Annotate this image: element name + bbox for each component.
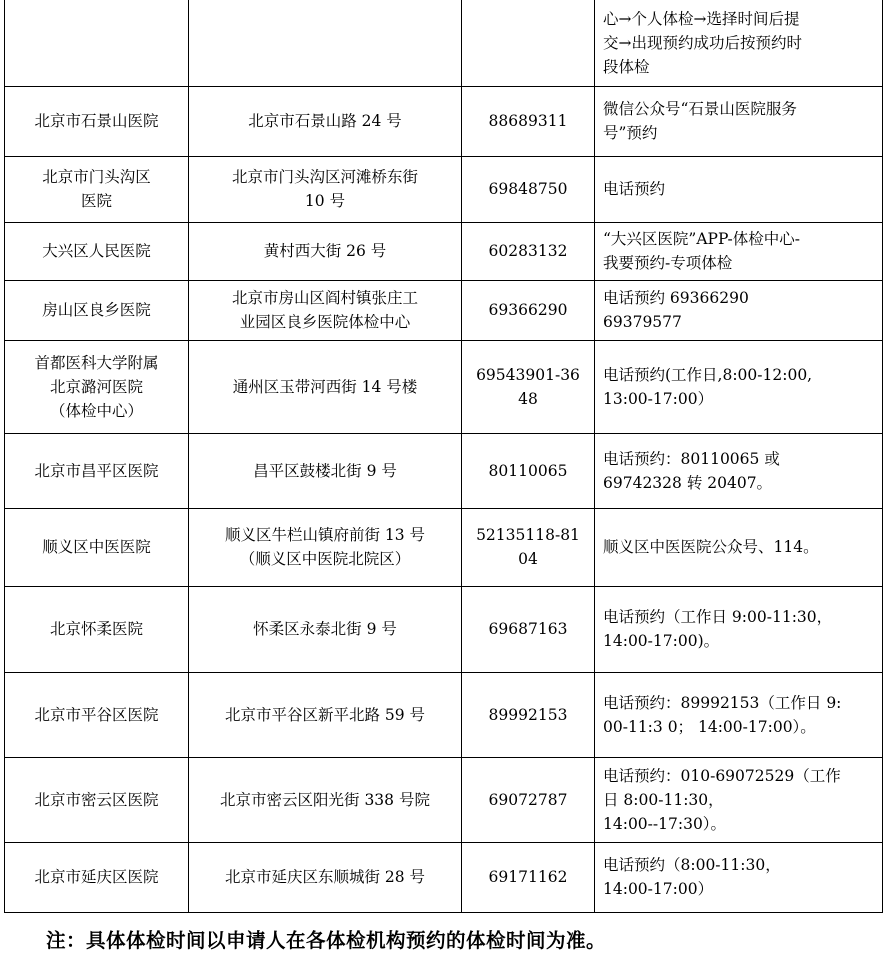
booking-method-cell: 电话预约 bbox=[595, 156, 883, 222]
booking-method-cell: 顺义区中医医院公众号、114。 bbox=[595, 508, 883, 586]
hospital-address-cell: 顺义区牛栏山镇府前街 13 号 （顺义区中医院北院区） bbox=[189, 508, 462, 586]
table-row bbox=[5, 340, 883, 433]
table-row bbox=[5, 156, 883, 222]
hospital-address-cell: 北京市房山区阎村镇张庄工 业园区良乡医院体检中心 bbox=[189, 280, 462, 340]
hospital-table-body bbox=[5, 0, 883, 912]
hospital-address-cell: 北京市平谷区新平北路 59 号 bbox=[189, 672, 462, 757]
table-row bbox=[5, 672, 883, 757]
booking-method-cell: 心→个人体检→选择时间后提 交→出现预约成功后按预约时 段体检 bbox=[595, 0, 883, 86]
hospital-address-cell bbox=[189, 0, 462, 86]
hospital-phone-cell: 69171162 bbox=[462, 842, 595, 912]
hospital-name-cell: 北京市延庆区医院 bbox=[5, 842, 189, 912]
hospital-phone-cell bbox=[462, 0, 595, 86]
table-row bbox=[5, 757, 883, 842]
booking-method-cell: “大兴区医院”APP-体检中心- 我要预约-专项体检 bbox=[595, 222, 883, 280]
hospital-phone-cell: 80110065 bbox=[462, 433, 595, 508]
hospital-name-cell: 北京市昌平区医院 bbox=[5, 433, 189, 508]
table-row bbox=[5, 508, 883, 586]
hospital-name-cell: 北京市门头沟区 医院 bbox=[5, 156, 189, 222]
hospital-phone-cell: 69072787 bbox=[462, 757, 595, 842]
hospital-address-cell: 北京市延庆区东顺城街 28 号 bbox=[189, 842, 462, 912]
hospital-name-cell: 大兴区人民医院 bbox=[5, 222, 189, 280]
booking-method-cell: 电话预约（8:00-11:30， 14:00-17:00） bbox=[595, 842, 883, 912]
booking-method-cell: 电话预约：010-69072529（工作 日 8:00-11:30， 14:00--17:30）。 bbox=[595, 757, 883, 842]
hospital-name-cell: 房山区良乡医院 bbox=[5, 280, 189, 340]
hospital-address-cell: 北京市石景山路 24 号 bbox=[189, 86, 462, 156]
table-row bbox=[5, 586, 883, 672]
hospital-phone-cell: 69848750 bbox=[462, 156, 595, 222]
booking-method-cell: 电话预约：80110065 或 69742328 转 20407。 bbox=[595, 433, 883, 508]
hospital-phone-cell: 60283132 bbox=[462, 222, 595, 280]
hospital-phone-cell: 89992153 bbox=[462, 672, 595, 757]
hospital-phone-cell: 69543901-36 48 bbox=[462, 340, 595, 433]
hospital-table bbox=[4, 0, 883, 913]
hospital-name-cell: 北京怀柔医院 bbox=[5, 586, 189, 672]
hospital-name-cell: 北京市石景山医院 bbox=[5, 86, 189, 156]
hospital-address-cell: 黄村西大街 26 号 bbox=[189, 222, 462, 280]
hospital-name-cell bbox=[5, 0, 189, 86]
hospital-phone-cell: 69366290 bbox=[462, 280, 595, 340]
table-row bbox=[5, 280, 883, 340]
table-row bbox=[5, 0, 883, 86]
hospital-address-cell: 昌平区鼓楼北街 9 号 bbox=[189, 433, 462, 508]
hospital-name-cell: 北京市平谷区医院 bbox=[5, 672, 189, 757]
booking-method-cell: 电话预约(工作日,8:00-12:00, 13:00-17:00） bbox=[595, 340, 883, 433]
hospital-phone-cell: 52135118-81 04 bbox=[462, 508, 595, 586]
booking-method-cell: 电话预约（工作日 9:00-11:30， 14:00-17:00)。 bbox=[595, 586, 883, 672]
booking-method-cell: 电话预约：89992153（工作日 9: 00-11:3 0； 14:00-17:00）。 bbox=[595, 672, 883, 757]
hospital-address-cell: 通州区玉带河西街 14 号楼 bbox=[189, 340, 462, 433]
footnote: 注：具体体检时间以申请人在各体检机构预约的体检时间为准。 bbox=[46, 929, 607, 952]
table-row bbox=[5, 842, 883, 912]
table-row bbox=[5, 222, 883, 280]
booking-method-cell: 微信公众号“石景山医院服务 号”预约 bbox=[595, 86, 883, 156]
hospital-phone-cell: 69687163 bbox=[462, 586, 595, 672]
hospital-name-cell: 顺义区中医医院 bbox=[5, 508, 189, 586]
hospital-address-cell: 北京市门头沟区河滩桥东街 10 号 bbox=[189, 156, 462, 222]
hospital-address-cell: 怀柔区永泰北街 9 号 bbox=[189, 586, 462, 672]
hospital-address-cell: 北京市密云区阳光街 338 号院 bbox=[189, 757, 462, 842]
hospital-phone-cell: 88689311 bbox=[462, 86, 595, 156]
table-row bbox=[5, 433, 883, 508]
booking-method-cell: 电话预约 69366290 69379577 bbox=[595, 280, 883, 340]
hospital-name-cell: 首都医科大学附属 北京潞河医院 （体检中心） bbox=[5, 340, 189, 433]
hospital-name-cell: 北京市密云区医院 bbox=[5, 757, 189, 842]
table-row bbox=[5, 86, 883, 156]
